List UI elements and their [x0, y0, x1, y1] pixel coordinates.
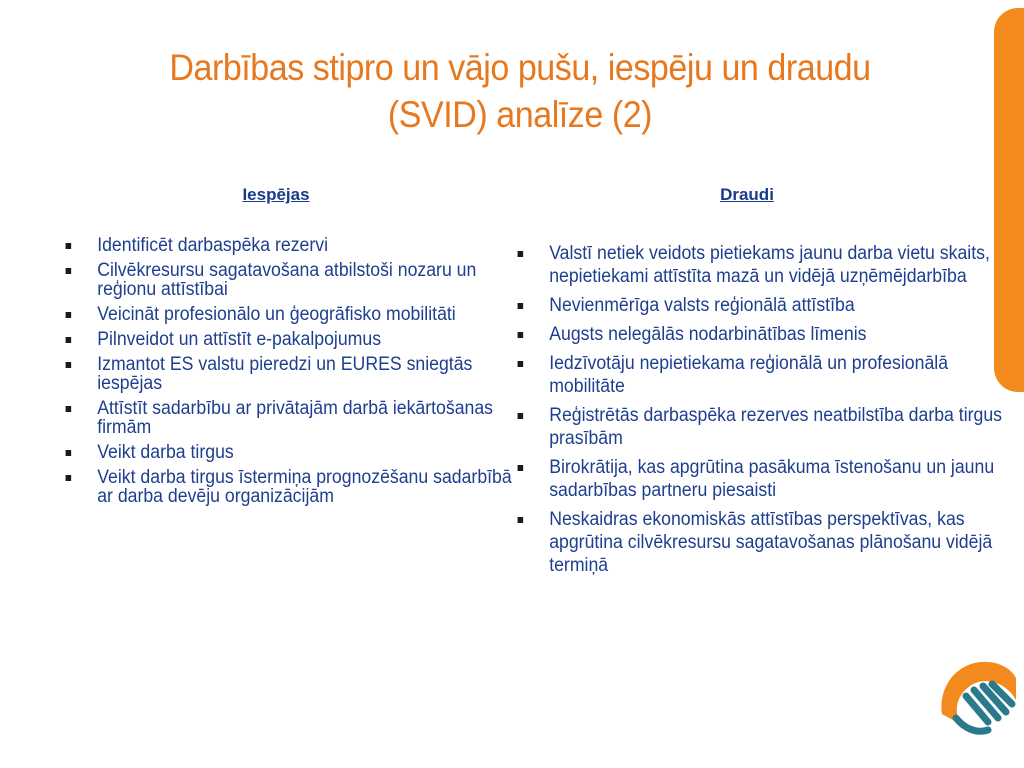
list-item: Pilnveidot un attīstīt e-pakalpojumus: [60, 330, 527, 349]
slide-title-line-1: Darbības stipro un vājo pušu, iespēju un draudu: [169, 47, 871, 88]
list-item: Identificēt darbaspēka rezervi: [60, 236, 527, 255]
list-item: Veikt darba tirgus īstermiņa prognozēšanu sadarbībā ar darba devēju organizācijām: [60, 468, 527, 506]
list-item: Veikt darba tirgus: [60, 443, 527, 462]
opportunities-column: [60, 184, 512, 512]
list-item: Veicināt profesionālo un ģeogrāfisko mobilitāti: [60, 305, 527, 324]
threats-column: [512, 184, 1002, 583]
opportunities-list: [60, 235, 512, 507]
list-item: Izmantot ES valstu pieredzi un EURES sniegtās iespējas: [60, 355, 527, 393]
threats-list: [512, 242, 1002, 577]
list-item: Nevienmērīga valsts reģionālā attīstība: [512, 294, 1017, 317]
list-item: Neskaidras ekonomiskās attīstības perspektīvas, kas apgrūtina cilvēkresursu sagatavošanas plānošanu vidējā termiņā: [512, 508, 1017, 577]
list-item: Attīstīt sadarbību ar privātajām darbā iekārtošanas firmām: [60, 399, 527, 437]
opportunities-heading: Iespējas: [242, 185, 310, 204]
slide-title-line-2: (SVID) analīze (2): [387, 94, 653, 135]
list-item: Cilvēkresursu sagatavošana atbilstoši nozaru un reģionu attīstībai: [60, 261, 527, 299]
hands-logo-icon: [936, 656, 1016, 736]
list-item: Birokrātija, kas apgrūtina pasākuma īstenošanu un jaunu sadarbības partneru piesaisti: [512, 456, 1017, 502]
slide-title: [97, 44, 943, 138]
list-item: Iedzīvotāju nepietiekama reģionālā un profesionālā mobilitāte: [512, 352, 1017, 398]
threats-heading: Draudi: [720, 185, 774, 204]
list-item: Reģistrētās darbaspēka rezerves neatbilstība darba tirgus prasībām: [512, 404, 1017, 450]
list-item: Augsts nelegālās nodarbinātības līmenis: [512, 323, 1017, 346]
list-item: Valstī netiek veidots pietiekams jaunu darba vietu skaits, nepietiekami attīstīta mazā un vidējā uzņēmējdarbība: [512, 242, 1017, 288]
